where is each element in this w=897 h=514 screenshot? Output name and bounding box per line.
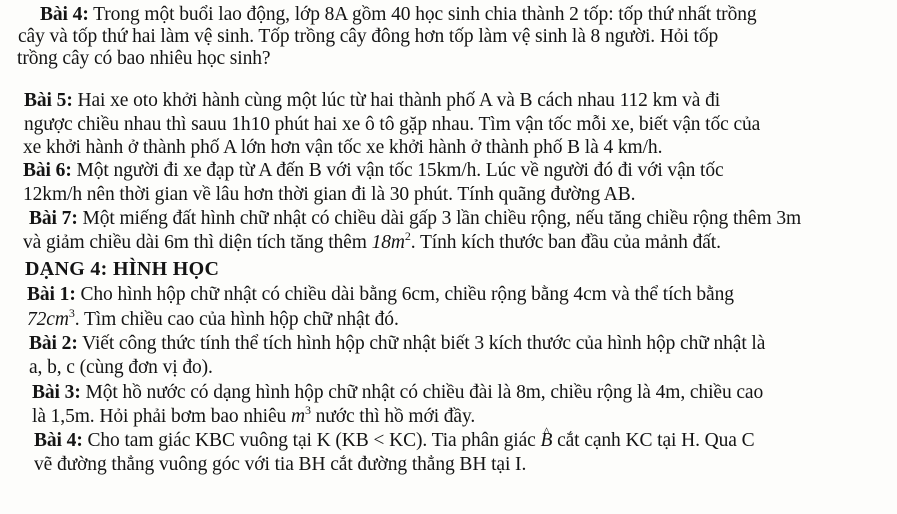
geometry-problem-3-line-1: Bài 3: Một hồ nước có dạng hình hộp chữ nhật có chiều đài là 8m, chiều rộng là 4m, chiều cao (32, 382, 764, 403)
geometry-problem-4-line-2: vẽ đường thẳng vuông góc với tia BH cắt đường thẳng BH tại I. (34, 454, 527, 475)
problem-label: Bài 1 (27, 284, 70, 305)
problem-4-line-3: trồng cây có bao nhiêu học sinh? (17, 48, 271, 69)
problem-4-line-1: Bài 4: Trong một buổi lao động, lớp 8A gồm 40 học sinh chia thành 2 tốp: tốp thứ nhất trồng (40, 4, 757, 25)
geometry-problem-2-line-2: a, b, c (cùng đơn vị đo). (29, 357, 213, 378)
geometry-problem-3-line-2: là 1,5m. Hỏi phải bơm bao nhiêu $m^3$ nước thì hồ mới đầy. (32, 403, 476, 427)
problem-6-line-1: Bài 6: Một người đi xe đạp từ A đến B với vận tốc 15km/h. Lúc về người đó đi với vận tốc (23, 160, 724, 181)
problem-label: Bài 3 (32, 382, 75, 403)
problem-label: Bài 2 (29, 333, 72, 354)
geometry-problem-2-line-1: Bài 2: Viết công thức tính thể tích hình hộp chữ nhật biết 3 kích thước của hình hộp chữ nhật là (29, 333, 766, 354)
section-heading: DẠNG 4: HÌNH HỌC (25, 258, 220, 280)
problem-5-line-3: xe khởi hành ở thành phố A lớn hơn vận tốc xe khởi hành ở thành phố B là 4 km/h. (23, 137, 663, 158)
geometry-problem-4-line-1: Bài 4: Cho tam giác KBC vuông tại K (KB < KC). Tia phân giác ^ B cắt cạnh KC tại H. Qua C (34, 430, 755, 452)
angle-b-hat-symbol: ^ B (540, 430, 552, 452)
problem-label: Bài 4 (40, 4, 83, 25)
problem-label: Bài 4 (34, 430, 77, 451)
geometry-problem-1-line-2: $72cm^3$. Tìm chiều cao của hình hộp chữ nhật đó. (27, 306, 399, 330)
problem-5-line-2: ngược chiều nhau thì sauu 1h10 phút hai xe ô tô gặp nhau. Tìm vận tốc mỗi xe, biết vận tốc của (24, 114, 761, 135)
volume-expression: 72cm (27, 309, 69, 330)
problem-6-line-2: 12km/h nên thời gian về lâu hơn thời gian đi là 30 phút. Tính quãng đường AB. (23, 184, 636, 205)
area-expression: 18m (371, 232, 405, 253)
problem-label: Bài 7 (29, 208, 72, 229)
problem-label: Bài 6 (23, 160, 66, 181)
problem-label: Bài 5 (24, 90, 67, 111)
problem-7-line-2: và giảm chiều dài 6m thì diện tích tăng thêm $18m^2$. Tính kích thước ban đầu của mảnh đất. (23, 229, 721, 253)
cubic-meter-unit: m (290, 406, 305, 427)
geometry-problem-1-line-1: Bài 1: Cho hình hộp chữ nhật có chiều dài bằng 6cm, chiều rộng bằng 4cm và thể tích bằng (27, 284, 734, 305)
problem-5-line-1: Bài 5: Hai xe oto khởi hành cùng một lúc từ hai thành phố A và B cách nhau 112 km và đi (24, 90, 721, 111)
problem-4-line-2: cây và tốp thứ hai làm vệ sinh. Tốp trồng cây đông hơn tốp làm vệ sinh là 8 người. Hỏi tốp (18, 26, 719, 47)
problem-7-line-1: Bài 7: Một miếng đất hình chữ nhật có chiều dài gấp 3 lần chiều rộng, nếu tăng chiều rộng thêm 3m (29, 208, 802, 229)
